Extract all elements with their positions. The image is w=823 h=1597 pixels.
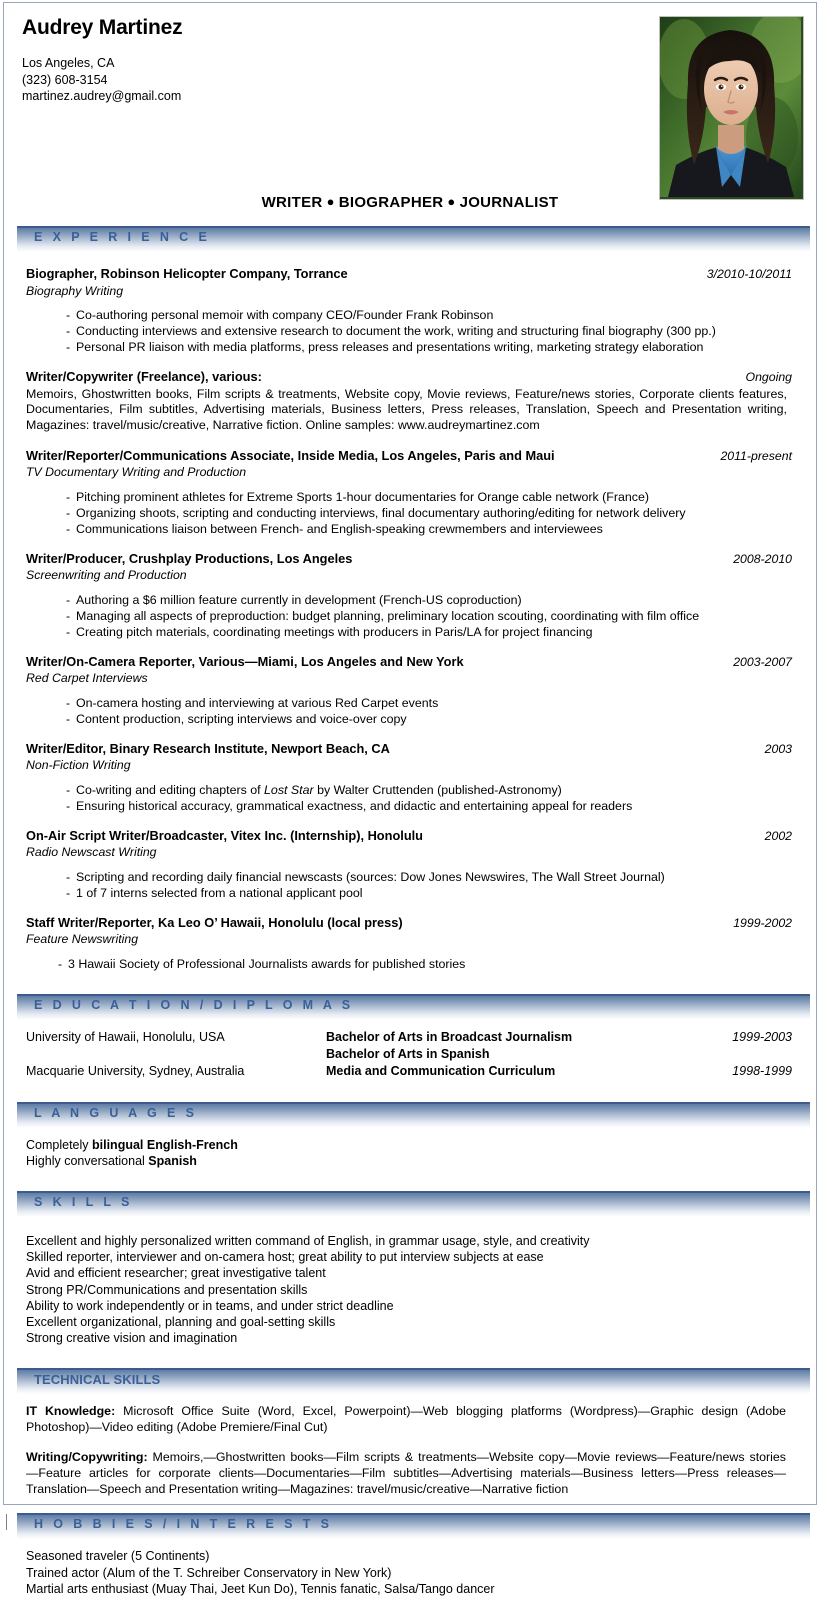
education-row — [26, 1063, 792, 1080]
experience-bullet: - Scripting and recording daily financial newscasts (sources: Dow Jones Newswires, The Wall Street Journal) — [26, 869, 792, 885]
headshot-photo-icon — [660, 17, 801, 197]
experience-job-date: 2003 — [764, 741, 792, 756]
experience-bullet: - Authoring a $6 million feature currently in development (French-US coproduction) — [26, 592, 792, 608]
skill-item: Avid and efficient researcher; great investigative talent — [26, 1266, 326, 1281]
technical-skills-list — [26, 1403, 792, 1497]
tagline-role-1: WRITER — [261, 194, 323, 211]
education-years: 1998-1999 — [732, 1063, 792, 1078]
experience-job-title: Biographer, Robinson Helicopter Company, Torrance — [26, 266, 348, 281]
education-row — [26, 1029, 792, 1046]
experience-bullet-list — [26, 592, 792, 640]
language-prefix: Completely — [26, 1137, 92, 1152]
section-title-technical-skills: TECHNICAL SKILLS — [34, 1372, 161, 1388]
experience-entry — [26, 369, 792, 434]
experience-entry — [26, 654, 792, 727]
page-title: Audrey Martinez — [22, 16, 183, 39]
hobby-item: Trained actor (Alum of the T. Schreiber Conservatory in New York) — [26, 1565, 392, 1580]
skill-item: Skilled reporter, interviewer and on-camera host; great ability to put interview subjects at ease — [26, 1250, 544, 1265]
contact-email: martinez.audrey@gmail.com — [22, 89, 182, 104]
experience-job-date: 1999-2002 — [733, 915, 792, 930]
skill-item: Strong creative vision and imagination — [26, 1331, 238, 1346]
experience-job-subtitle: Biography Writing — [26, 283, 124, 298]
bullet-text: Co-writing and editing chapters of — [76, 782, 265, 797]
language-item — [26, 1153, 792, 1169]
hobby-item: Martial arts enthusiast (Muay Thai, Jeet Kun Do), Tennis fanatic, Salsa/Tango dancer — [26, 1581, 495, 1596]
bullet-title-italic: Lost Star — [264, 782, 314, 797]
text-cursor — [6, 1514, 7, 1530]
languages-body — [4, 1128, 816, 1169]
resume-header — [4, 3, 816, 226]
experience-entry — [26, 915, 792, 972]
experience-job-subtitle: Screenwriting and Production — [26, 568, 187, 583]
experience-job-date: Ongoing — [745, 370, 792, 384]
technical-skill-label: IT Knowledge: — [26, 1404, 116, 1419]
education-row — [26, 1046, 792, 1063]
experience-entry-header — [26, 915, 792, 932]
section-title-education: E D U C A T I O N / D I P L O M A S — [34, 997, 354, 1012]
experience-job-subtitle: TV Documentary Writing and Production — [26, 465, 247, 480]
professional-tagline — [4, 194, 816, 211]
education-years: 1999-2003 — [732, 1029, 792, 1044]
experience-entry — [26, 741, 792, 814]
experience-entry-header — [26, 654, 792, 671]
experience-job-subtitle: Non-Fiction Writing — [26, 758, 131, 773]
experience-bullet-list — [26, 489, 792, 537]
education-school — [26, 1046, 326, 1063]
skills-body — [4, 1217, 816, 1346]
section-header-technical-skills — [17, 1368, 810, 1394]
education-degree: Media and Communication Curriculum — [326, 1063, 556, 1078]
experience-bullet-list — [26, 869, 792, 901]
experience-job-subtitle: Feature Newswriting — [26, 932, 139, 947]
experience-entry-header — [26, 369, 792, 386]
tagline-separator-icon: ● — [447, 194, 456, 209]
tagline-separator-icon: ● — [326, 194, 335, 209]
experience-job-subtitle: Radio Newscast Writing — [26, 845, 157, 860]
experience-job-title: Writer/Editor, Binary Research Institute, Newport Beach, CA — [26, 740, 390, 756]
education-school: Macquarie University, Sydney, Australia — [26, 1063, 245, 1078]
section-title-languages: L A N G U A G E S — [34, 1105, 198, 1120]
experience-bullet-list — [26, 956, 792, 972]
experience-bullet: - Creating pitch materials, coordinating meetings with producers in Paris/LA for project financing — [26, 624, 792, 640]
bullet-text: Ensuring historical accuracy, grammatical exactness, and didactic and entertaining appeal for readers — [76, 798, 633, 813]
contact-location: Los Angeles, CA — [22, 56, 115, 71]
experience-entry — [26, 551, 792, 640]
experience-entry-header — [26, 448, 792, 465]
technical-skill-block — [26, 1449, 792, 1497]
experience-entry-header — [26, 551, 792, 568]
experience-body — [4, 266, 816, 972]
language-prefix: Highly conversational — [26, 1153, 149, 1168]
language-item — [26, 1137, 792, 1153]
education-body — [4, 1029, 816, 1080]
experience-bullet: - Content production, scripting interviews and voice-over copy — [26, 711, 792, 727]
technical-skill-text: Memoirs,—Ghostwritten books—Film scripts & treatments—Website copy—Movie reviews—Feature/news stories—Feature articles for corporate clients—Documentaries—Film subtitles—Advertising materials—Business letters—Press releases—Translation—Speech and Presentation writing—Magazines: travel/music/creative—Narrative fiction — [26, 1450, 786, 1497]
technical-skill-text: Microsoft Office Suite (Word, Excel, Powerpoint)—Web blogging platforms (Wordpress)—Graphic design (Adobe Photoshop)—Video editing (Adobe Premiere/Final Cut) — [26, 1404, 786, 1435]
skill-item: Strong PR/Communications and presentation skills — [26, 1282, 308, 1297]
section-title-hobbies: H O B B I E S / I N T E R E S T S — [34, 1517, 333, 1532]
education-school: University of Hawaii, Honolulu, USA — [26, 1029, 225, 1044]
experience-job-title: Staff Writer/Reporter, Ka Leo O’ Hawaii, Honolulu (local press) — [26, 914, 403, 930]
experience-bullet-list — [26, 695, 792, 727]
section-header-education — [17, 994, 810, 1020]
experience-bullet-list — [26, 307, 792, 355]
tagline-role-2: BIOGRAPHER — [338, 194, 444, 211]
technical-skills-body — [4, 1394, 816, 1497]
tagline-role-3: JOURNALIST — [459, 194, 559, 211]
experience-job-title: Writer/Producer, Crushplay Productions, Los Angeles — [26, 550, 353, 566]
experience-bullet: - Organizing shoots, scripting and conducting interviews, final documentary authoring/editing for network delivery — [26, 505, 792, 521]
section-title-experience: E X P E R I E N C E — [34, 230, 211, 244]
experience-job-title: Writer/On-Camera Reporter, Various—Miami, Los Angeles and New York — [26, 653, 464, 669]
section-title-skills: S K I L L S — [34, 1194, 133, 1209]
experience-job-subtitle: Red Carpet Interviews — [26, 671, 148, 686]
experience-bullet: - Managing all aspects of preproduction: budget planning, preliminary location scouting, coordinating with film office — [26, 608, 792, 624]
experience-bullet: - On-camera hosting and interviewing at various Red Carpet events — [26, 695, 792, 711]
education-degree: Bachelor of Arts in Spanish — [326, 1046, 490, 1061]
experience-job-date: 2008-2010 — [733, 551, 792, 566]
experience-bullet: - Conducting interviews and extensive research to document the work, writing and structuring final biography (300 pp.) — [26, 323, 792, 339]
section-header-hobbies — [17, 1513, 810, 1539]
technical-skill-label: Writing/Copywriting: — [26, 1450, 148, 1465]
experience-job-date: 2002 — [764, 828, 792, 843]
contact-phone: (323) 608-3154 — [22, 72, 108, 87]
experience-bullet: - Personal PR liaison with media platforms, press releases and presentations writing, marketing strategy elaboration — [26, 339, 792, 355]
experience-bullet: - Communications liaison between French- and English-speaking crewmembers and interviewees — [26, 521, 792, 537]
experience-bullet: - Pitching prominent athletes for Extreme Sports 1-hour documentaries for Orange cable network (France) — [26, 489, 792, 505]
skill-item: Ability to work independently or in teams, and under strict deadline — [26, 1298, 394, 1313]
section-header-experience — [17, 226, 810, 252]
hobby-item: Seasoned traveler (5 Continents) — [26, 1549, 210, 1564]
education-table — [26, 1029, 792, 1080]
technical-skill-block — [26, 1403, 792, 1435]
skill-item: Excellent and highly personalized written command of English, in grammar usage, style, and creativity — [26, 1233, 590, 1248]
experience-entry — [26, 448, 792, 537]
avatar — [659, 16, 804, 200]
section-header-languages — [17, 1102, 810, 1128]
experience-bullet — [26, 798, 792, 814]
section-header-skills — [17, 1191, 810, 1217]
hobbies-body — [4, 1539, 816, 1597]
experience-entry — [26, 266, 792, 355]
experience-bullet: - Co-authoring personal memoir with company CEO/Founder Frank Robinson — [26, 307, 792, 323]
experience-bullet-list — [26, 782, 792, 814]
experience-job-title: Writer/Copywriter (Freelance), various: — [26, 369, 262, 384]
experience-bullet: - 1 of 7 interns selected from a national applicant pool — [26, 885, 792, 901]
experience-list — [26, 266, 792, 972]
experience-entry-header — [26, 266, 792, 283]
document-frame — [3, 2, 817, 1596]
experience-bullet: - 3 Hawaii Society of Professional Journalists awards for published stories — [26, 956, 792, 972]
experience-job-paragraph: Memoirs, Ghostwritten books, Film scripts & treatments, Website copy, Movie reviews, Feature/news stories, Corporate clients features, Documentaries, Film subtitles, Advertising materials, Business letters, Press releases, Translation, Speech and Presentation writing, Magazines: travel/music/creative, Narrative fiction. Online samples: www.audreymartinez.com — [26, 386, 787, 433]
bullet-text: by Walter Cruttenden (published-Astronomy) — [313, 782, 562, 797]
experience-job-date: 2011-present — [720, 448, 792, 463]
experience-job-date: 3/2010-10/2011 — [706, 267, 792, 281]
experience-job-date: 2003-2007 — [733, 654, 792, 669]
education-years — [656, 1046, 792, 1063]
hobbies-list — [26, 1548, 792, 1597]
experience-entry-header — [26, 828, 792, 845]
experience-entry — [26, 828, 792, 901]
skills-list — [26, 1233, 792, 1346]
experience-job-title: On-Air Script Writer/Broadcaster, Vitex Inc. (Internship), Honolulu — [26, 827, 424, 843]
language-level: Spanish — [148, 1153, 197, 1168]
languages-list — [26, 1137, 792, 1169]
experience-bullet — [26, 782, 792, 798]
experience-entry-header — [26, 741, 792, 758]
experience-job-title: Writer/Reporter/Communications Associate, Inside Media, Los Angeles, Paris and Maui — [26, 447, 555, 463]
skill-item: Excellent organizational, planning and goal-setting skills — [26, 1314, 336, 1329]
language-level: bilingual English-French — [92, 1137, 238, 1152]
education-degree: Bachelor of Arts in Broadcast Journalism — [326, 1029, 573, 1044]
